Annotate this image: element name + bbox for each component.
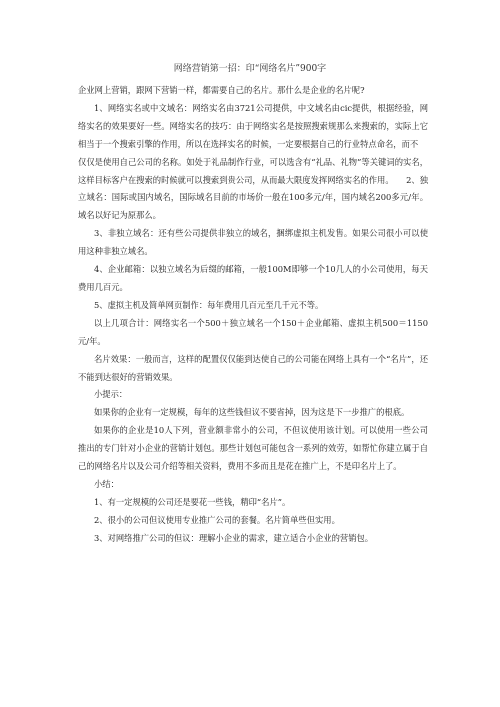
document-body	[78, 82, 428, 548]
paragraph-2: 1、网络实名或中文域名：网络实名由3721公司提供，中文域名由cic提供，根据经验，网络实名的效果要好一些。网络实名的技巧：由于网络实名是按照搜索规那么来搜索的，实际上它相当于一个搜索引擎的作用，所以在选择实名的时候，一定要根据自己的行业特点命名，而不	[78, 102, 428, 149]
paragraph-7: 以上几项合计：网络实名一个500＋独立域名一个150＋企业邮箱、虚拟主机500＝1150元/年。	[78, 317, 428, 346]
paragraph-9: 小提示：	[94, 389, 128, 400]
paragraph-11: 如果你的企业是10人下列，营业额非常小的公司，不但议使用该计划。可以使用一些公司推出的专门针对小企业的营销计划包。那些计划包可能包含一系列的效劳，如帮忙你建立属于自己的网络名片以及公司介绍等相关资料，费用不多而且是花在推广上，不是印名片上了。	[78, 425, 428, 472]
paragraph-1: 企业网上营销，跟网下营销一样，都需要自己的名片。那什么是企业的名片呢?	[78, 85, 365, 95]
paragraph-5: 4、企业邮箱：以独立域名为后缀的邮箱，一般100M即够一个10几人的小公司使用，每天费用几百元。	[78, 264, 428, 292]
paragraph-4: 3、非独立域名：还有些公司提供非独立的域名，捆绑虚拟主机发售。如果公司很小可以使用这种非独立域名。	[78, 228, 428, 257]
paragraph-6: 5、虚拟主机及简单网页制作：每年费用几百元至几千元不等。	[94, 299, 324, 310]
paragraph-8: 名片效果：一般而言，这样的配置仅仅能到达使自己的公司能在网络上具有一个“名片”，还不能到达很好的营销效果。	[78, 353, 428, 382]
paragraph-14: 2、很小的公司但议使用专业推广公司的套餐。名片简单些但实用。	[94, 514, 340, 525]
paragraph-3: 仅仅是使用自己公司的名称。如处于礼品制作行业，可以选含有“礼品、礼物”等关键词的实名，这样目标客户在搜索的时候就可以搜索到贵公司，从而最大限度发挥网络实名的作用。 2、独立域名：国际或国内域名，国际域名目前的市场价一般在100多元/年，国内域名200多元/年。域名以好记为原那么。	[78, 156, 428, 221]
document-title: 网络营销第一招：印“网络名片”900字	[173, 64, 327, 74]
paragraph-12: 小结：	[94, 478, 119, 489]
paragraph-13: 1、有一定规模的公司还是要花一些钱，精印“名片”。	[94, 496, 291, 507]
paragraph-10: 如果你的企业有一定规模，每年的这些钱但议不要省掉，因为这是下一步推广的根底。	[94, 407, 410, 418]
paragraph-15: 3、对网络推广公司的但议：理解小企业的需求，建立适合小企业的营销包。	[94, 532, 374, 543]
